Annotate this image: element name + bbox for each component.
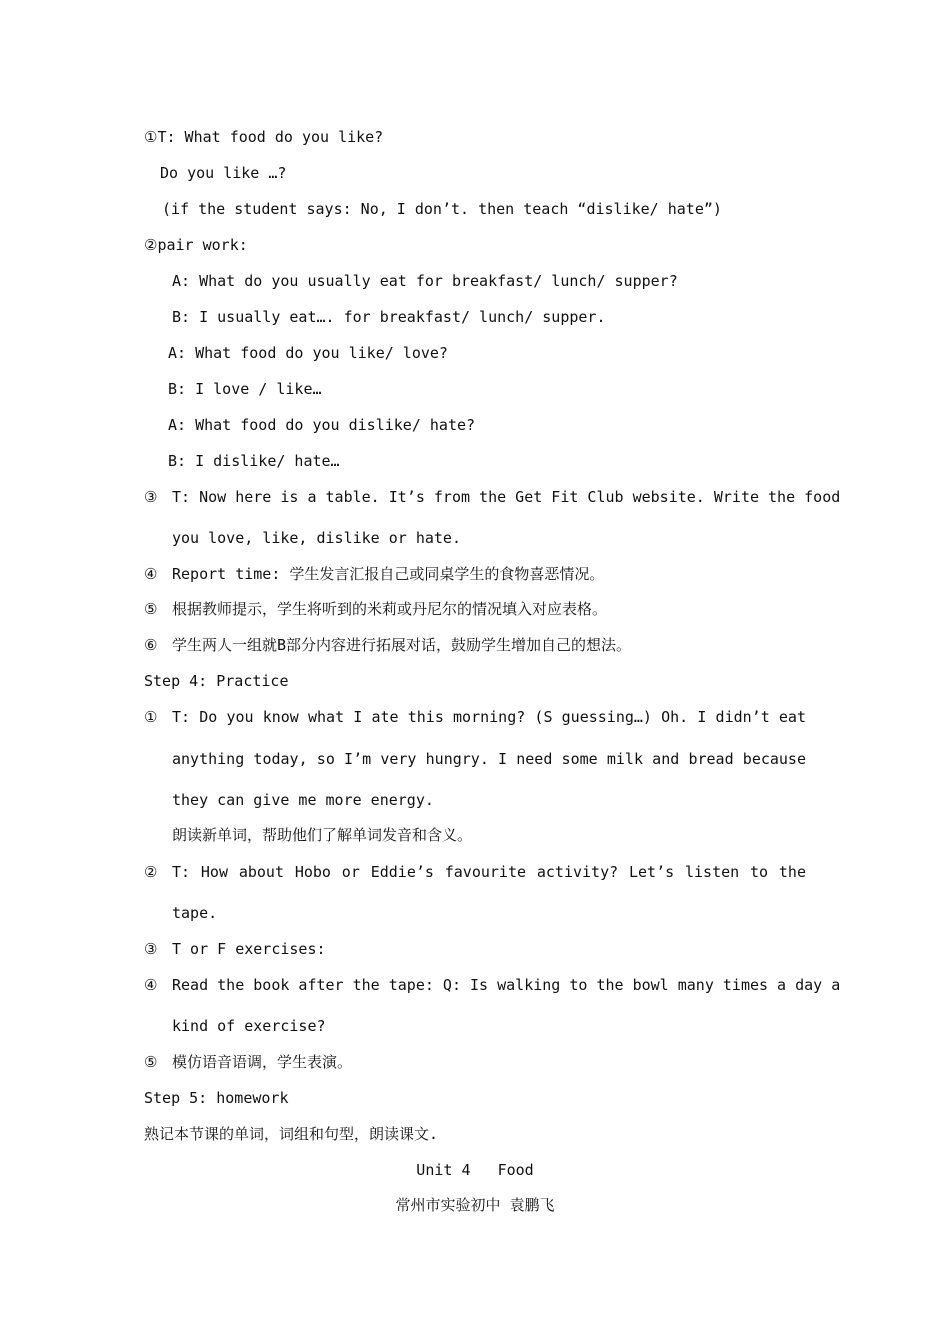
item-text: Read the book after the tape: Q: Is walking to the bowl many times a day a <box>172 976 841 994</box>
item-text: they can give me more energy. <box>172 791 434 809</box>
dialogue-line: B: I love / like… <box>168 380 322 398</box>
item-text: kind of exercise? <box>172 1017 326 1035</box>
item-text: Report time: 学生发言汇报自己或同桌学生的食物喜恶情况。 <box>172 565 605 583</box>
item-text: 学生两人一组就B部分内容进行拓展对话，鼓励学生增加自己的想法。 <box>172 636 632 654</box>
dialogue-line: B: I usually eat…. for breakfast/ lunch/ supper. <box>172 308 606 326</box>
item-number: ① <box>144 708 158 726</box>
unit-title: Unit 4 Food <box>416 1161 534 1179</box>
item-text: T: Now here is a table. It’s from the Get Fit Club website. Write the food <box>172 488 841 506</box>
author: 常州市实验初中 袁鹏飞 <box>395 1196 555 1214</box>
item-text: T: How about Hobo or Eddie’s favourite activity? Let’s listen to the <box>172 863 806 881</box>
homework-text: 熟记本节课的单词，词组和句型，朗读课文. <box>144 1125 439 1143</box>
item-text: T: Do you know what I ate this morning? (S guessing…) Oh. I didn’t eat <box>172 708 806 726</box>
item-text: 模仿语音语调，学生表演。 <box>172 1053 353 1071</box>
line-pair-work: ②pair work: <box>144 236 248 254</box>
item-number: ⑥ <box>144 636 158 654</box>
dialogue-line: A: What food do you dislike/ hate? <box>168 416 476 434</box>
line-if-student-says: (if the student says: No, I don’t. then teach “dislike/ hate”) <box>162 200 722 218</box>
item-text: tape. <box>172 904 218 922</box>
dialogue-line: B: I dislike/ hate… <box>168 452 340 470</box>
item-text: anything today, so I’m very hungry. I need some milk and bread because <box>172 750 806 768</box>
item-number: ② <box>144 863 158 881</box>
item-text: 朗读新单词，帮助他们了解单词发音和含义。 <box>172 826 473 844</box>
dialogue-line: A: What food do you like/ love? <box>168 344 448 362</box>
item-number: ⑤ <box>144 1053 158 1071</box>
item-text: T or F exercises: <box>172 940 326 958</box>
item-number: ④ <box>144 565 158 583</box>
step-heading: Step 4: Practice <box>144 672 289 690</box>
dialogue-line: A: What do you usually eat for breakfast/ lunch/ supper? <box>172 272 678 290</box>
item-text: 根据教师提示，学生将听到的米莉或丹尼尔的情况填入对应表格。 <box>172 600 608 618</box>
item-number: ③ <box>144 940 158 958</box>
item-text: you love, like, dislike or hate. <box>172 529 461 547</box>
line-what-food-do-you-like: ①T: What food do you like? <box>144 128 384 146</box>
item-number: ③ <box>144 488 158 506</box>
item-number: ④ <box>144 976 158 994</box>
item-number: ⑤ <box>144 600 158 618</box>
line-do-you-like: Do you like …? <box>160 164 287 182</box>
step-heading: Step 5: homework <box>144 1089 289 1107</box>
